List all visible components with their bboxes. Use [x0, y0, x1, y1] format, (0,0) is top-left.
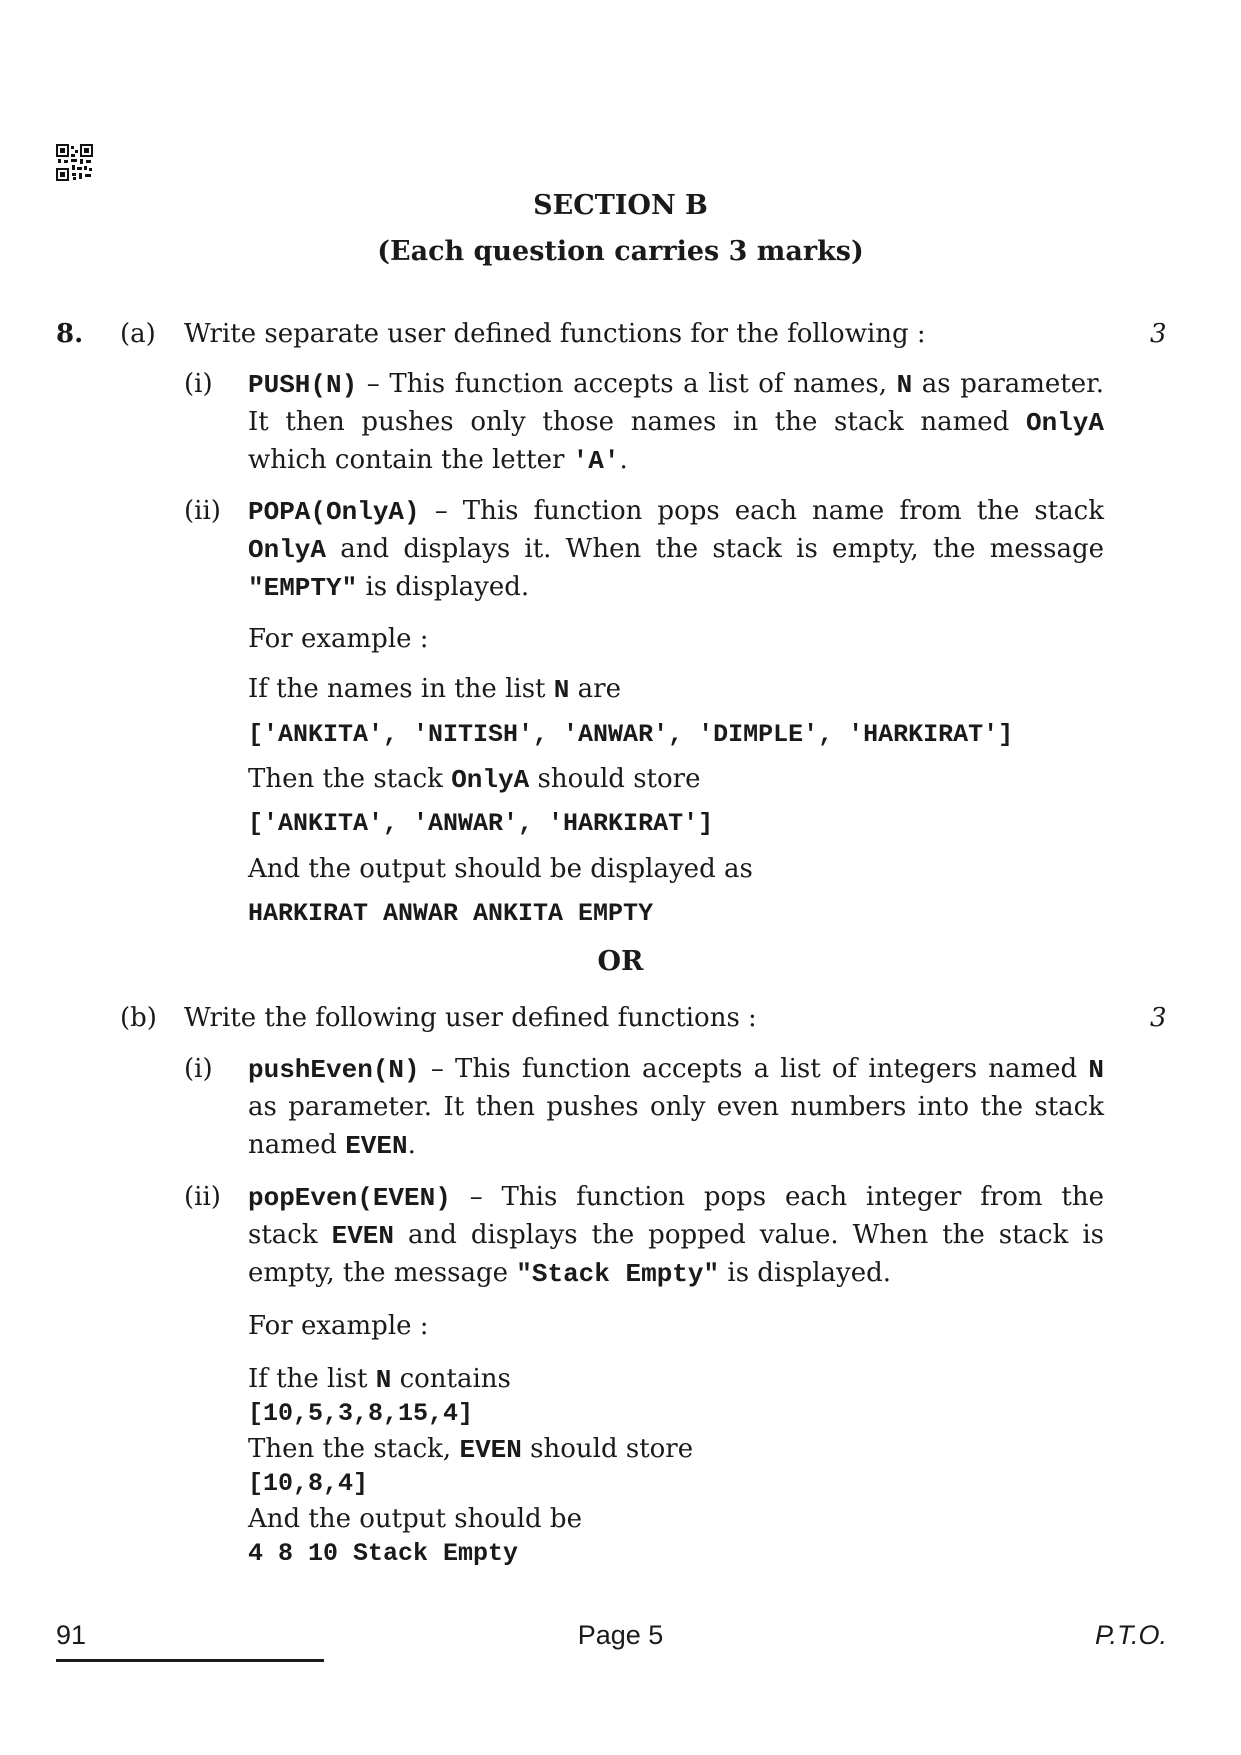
func-popa: POPA(OnlyA): [248, 497, 420, 527]
func-push: PUSH(N): [248, 370, 358, 400]
example-a-names: If the names in the list N are: [248, 674, 621, 705]
section-title: SECTION B: [533, 190, 708, 221]
example-a-stack: Then the stack OnlyA should store: [248, 764, 701, 795]
example-b-list: [10,5,3,8,15,4]: [248, 1399, 474, 1428]
part-a-ii-line2: OnlyA and displays it. When the stack is empty, the message: [248, 534, 1104, 565]
part-a-i-line1: PUSH(N) – This function accepts a list of names, N as parameter.: [248, 369, 1104, 400]
part-b-marks: 3: [1150, 1003, 1167, 1033]
question-number: 8.: [56, 319, 84, 349]
part-b-text: Write the following user defined functions :: [184, 1003, 757, 1033]
paper-code: 91: [56, 1620, 87, 1650]
part-b-i-label: (i): [184, 1054, 213, 1084]
func-pop-even: popEven(EVEN): [248, 1183, 451, 1213]
part-a-i-line2: It then pushes only those names in the stack named OnlyA: [248, 407, 1104, 438]
part-b-i-line3: named EVEN.: [248, 1130, 416, 1161]
example-a-stack-list: ['ANKITA', 'ANWAR', 'HARKIRAT']: [248, 809, 714, 838]
part-a-i-line3: which contain the letter 'A'.: [248, 445, 628, 476]
part-a-text: Write separate user defined functions for the following :: [184, 319, 926, 349]
footer-rule: [56, 1659, 324, 1662]
example-b-output-intro: And the output should be: [248, 1504, 582, 1534]
part-b-i-line2: as parameter. It then pushes only even numbers into the stack: [248, 1092, 1104, 1122]
example-b-list-line: If the list N contains: [248, 1364, 511, 1395]
example-b-output: 4 8 10 Stack Empty: [248, 1539, 519, 1568]
qr-code-icon: [56, 144, 93, 181]
example-a-output: HARKIRAT ANWAR ANKITA EMPTY: [248, 899, 654, 928]
example-b-stack: Then the stack, EVEN should store: [248, 1434, 694, 1465]
example-a-intro: For example :: [248, 624, 429, 654]
page-number: Page 5: [577, 1620, 664, 1650]
part-a-ii-line3: "EMPTY" is displayed.: [248, 572, 530, 603]
part-b-ii-line2: stack EVEN and displays the popped value. When the stack is: [248, 1220, 1105, 1251]
section-subtitle: (Each question carries 3 marks): [377, 236, 864, 267]
part-b-ii-line1: popEven(EVEN) – This function pops each integer from the: [248, 1182, 1104, 1213]
example-b-intro: For example :: [248, 1311, 429, 1341]
part-b-label: (b): [120, 1003, 157, 1033]
part-a-ii-line1: POPA(OnlyA) – This function pops each name from the stack: [248, 496, 1104, 527]
part-b-ii-line3: empty, the message "Stack Empty" is displayed.: [248, 1258, 892, 1289]
part-b-i-line1: pushEven(N) – This function accepts a list of integers named N: [248, 1054, 1104, 1085]
example-a-list: ['ANKITA', 'NITISH', 'ANWAR', 'DIMPLE', 'HARKIRAT']: [248, 720, 1014, 749]
pto-label: P.T.O.: [1095, 1620, 1168, 1650]
example-a-output-intro: And the output should be displayed as: [248, 854, 753, 884]
part-a-marks: 3: [1150, 319, 1167, 349]
part-a-ii-label: (ii): [184, 496, 221, 526]
example-b-stack-list: [10,8,4]: [248, 1469, 369, 1498]
part-a-label: (a): [120, 319, 156, 349]
part-a-i-label: (i): [184, 369, 213, 399]
func-push-even: pushEven(N): [248, 1055, 420, 1085]
part-b-ii-label: (ii): [184, 1182, 221, 1212]
or-divider: OR: [597, 946, 644, 977]
